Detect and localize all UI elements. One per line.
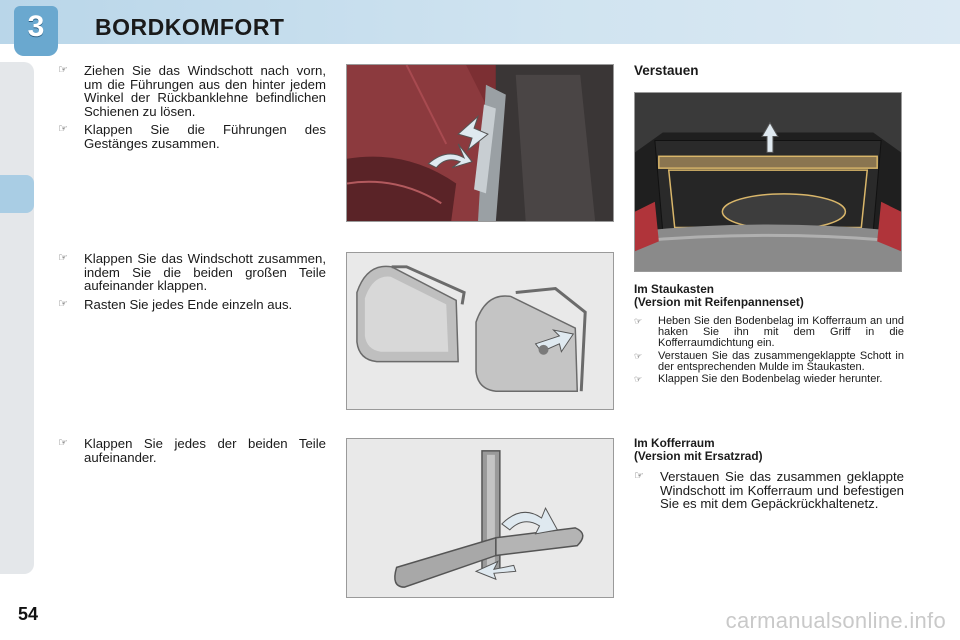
pointing-hand-icon: ☞ — [58, 64, 68, 76]
list-item: ☞ Klappen Sie die Führungen des Gestänges zusammen. — [58, 122, 326, 151]
list-item: ☞ Verstauen Sie das zusammengeklappte Schott in der entsprechenden Mulde im Staukasten. — [634, 349, 904, 373]
list-item: ☞ Heben Sie den Bodenbelag im Kofferraum an und haken Sie ihn mit dem Griff in die Kofferraumdichtung ein. — [634, 315, 904, 350]
pointing-hand-icon: ☞ — [634, 470, 644, 482]
instructions-block-1 — [58, 64, 326, 155]
pointing-hand-icon: ☞ — [58, 123, 68, 135]
watermark: carmanualsonline.info — [725, 608, 946, 633]
pointing-hand-icon: ☞ — [58, 437, 68, 449]
list-item: ☞ Klappen Sie den Bodenbelag wieder herunter. — [634, 373, 883, 386]
instructions-block-2 — [58, 252, 326, 316]
pointing-hand-icon: ☞ — [634, 316, 643, 326]
staukasten-instructions — [634, 316, 904, 386]
instructions-block-3 — [58, 437, 326, 469]
pointing-hand-icon: ☞ — [634, 350, 643, 361]
page-number: 54 — [18, 604, 39, 624]
side-navigation-strip — [0, 62, 34, 574]
illustration-folding-halves — [346, 252, 614, 410]
section-heading-kofferraum: Im Kofferraum (Version mit Ersatzrad) — [634, 436, 763, 463]
list-item: ☞ Ziehen Sie das Windschott nach vorn, um die Führungen aus den hinter jedem Winkel der Rückbanklehne befindlichen Schienen zu lösen. — [58, 63, 326, 119]
seat-guides-drawing — [347, 65, 613, 221]
list-item: ☞ Klappen Sie jedes der beiden Teile aufeinander. — [58, 436, 326, 465]
chapter-number: 3 — [27, 10, 45, 43]
section-heading-staukasten: Im Staukasten (Version mit Reifenpannenset) — [634, 282, 804, 309]
side-tab-active[interactable] — [0, 175, 34, 213]
list-item: ☞ Klappen Sie das Windschott zusammen, indem Sie die beiden großen Teile aufeinander klappen. — [58, 251, 326, 293]
section-title: Verstauen — [634, 63, 699, 78]
pointing-hand-icon: ☞ — [634, 374, 643, 385]
folded-windbreak-drawing — [347, 439, 613, 597]
kofferraum-instructions — [634, 470, 904, 516]
list-item: ☞ Rasten Sie jedes Ende einzeln aus. — [58, 296, 293, 312]
list-item: ☞ Verstauen Sie das zusammen geklappte Windschott im Kofferraum und befestigen Sie es mit dem Gepäckrückhaltenetz. — [634, 469, 904, 511]
folding-halves-drawing — [347, 253, 613, 409]
pointing-hand-icon: ☞ — [58, 252, 68, 264]
trunk-storage-drawing — [635, 93, 901, 271]
page-title: BORDKOMFORT — [95, 14, 285, 40]
pointing-hand-icon: ☞ — [58, 297, 68, 310]
illustration-seat-guides — [346, 64, 614, 222]
illustration-trunk-storage — [634, 92, 902, 272]
illustration-folded-windbreak — [346, 438, 614, 598]
